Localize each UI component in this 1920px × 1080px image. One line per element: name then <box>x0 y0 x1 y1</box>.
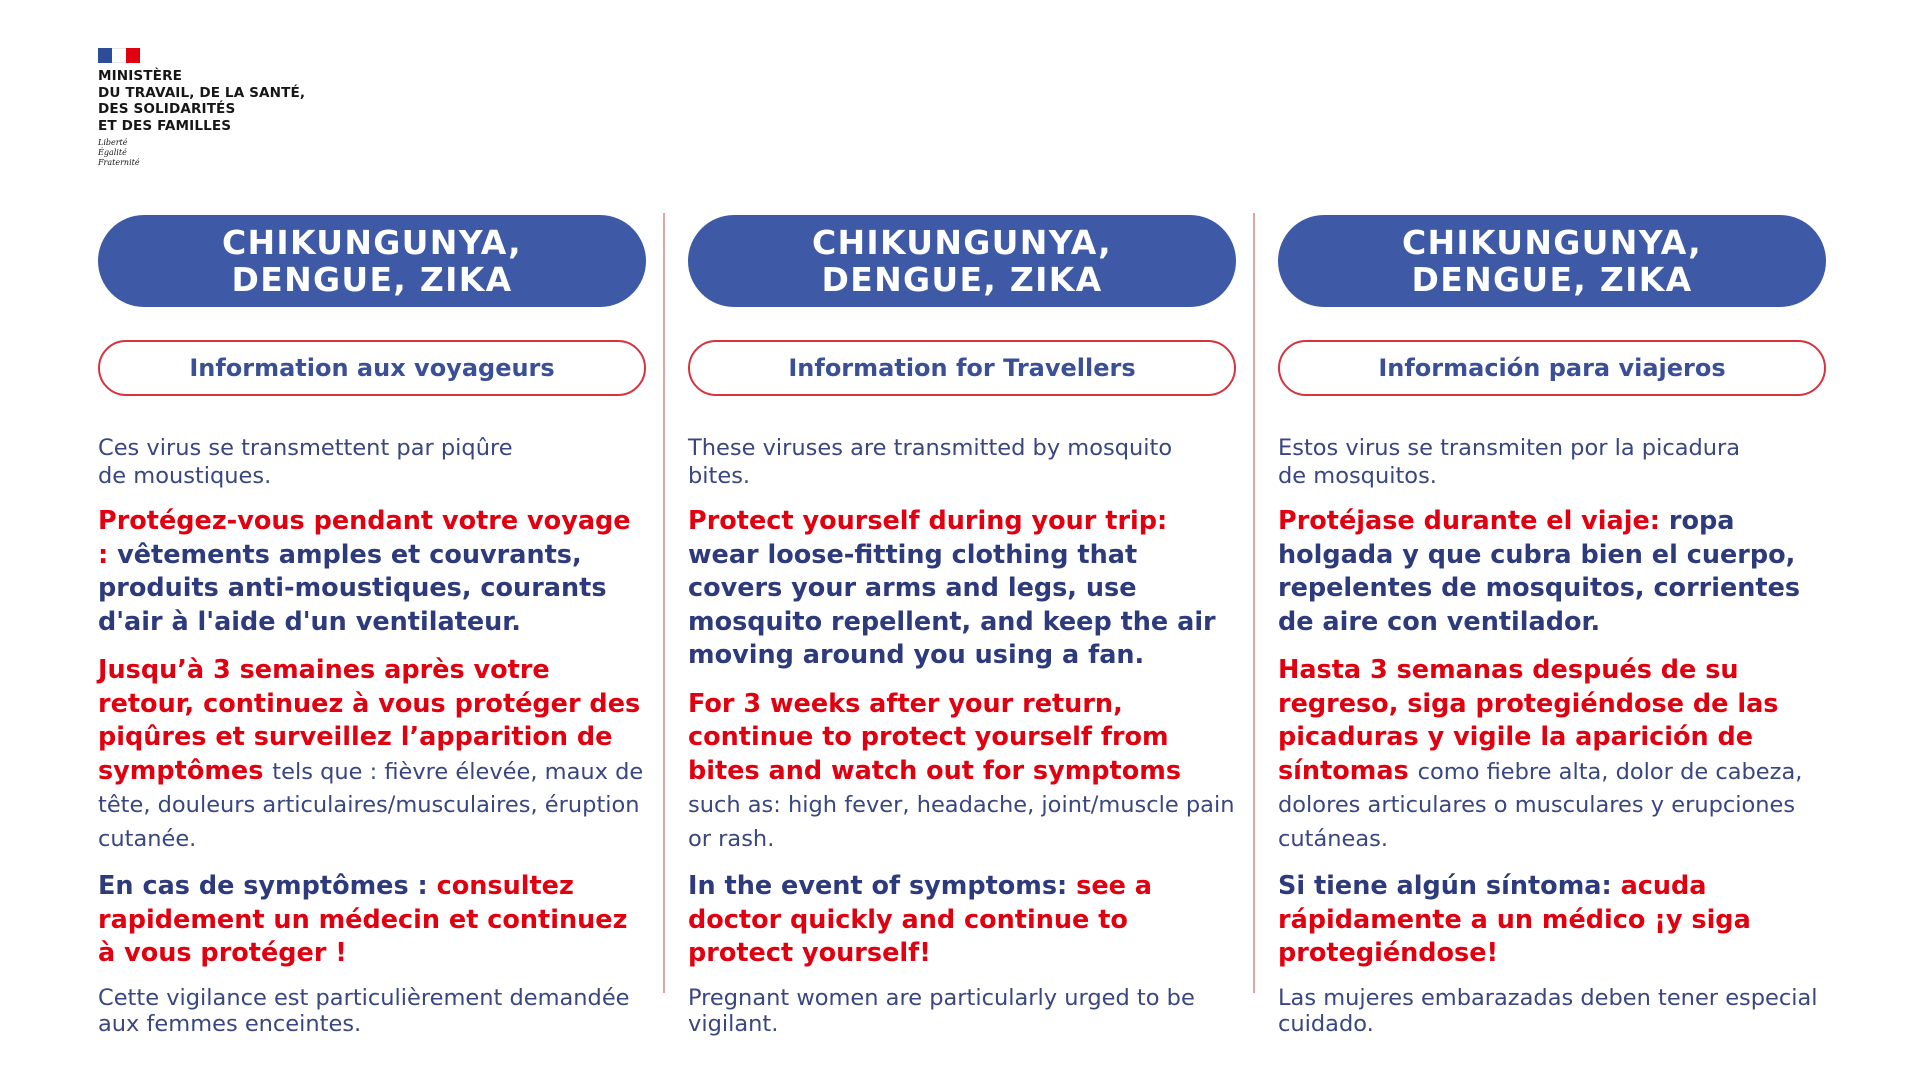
column-french <box>98 215 646 1037</box>
republic-motto <box>98 138 358 168</box>
ministry-line: DES SOLIDARITÉS <box>98 101 236 117</box>
motto-line: Égalité <box>98 148 127 157</box>
symptoms-list: tels que : fièvre élevée, maux de tête, douleurs articulaires/musculaires, éruption cutanée. <box>98 758 644 852</box>
note-line: cuidado. <box>1278 1010 1374 1037</box>
disease-title-banner <box>688 215 1236 307</box>
intro-line: These viruses are transmitted by mosquito <box>688 435 1173 461</box>
intro-line: Ces virus se transmettent par piqûre <box>98 435 513 461</box>
intro-line: de mosquitos. <box>1278 463 1437 489</box>
title-line: CHIKUNGUNYA, <box>1401 223 1703 262</box>
symptoms-advice: see a doctor quickly and continue to protect yourself! <box>688 871 1152 968</box>
ministry-line: DU TRAVAIL, DE LA SANTÉ, <box>98 84 306 101</box>
protect-paragraph <box>98 505 646 639</box>
intro-text <box>98 434 646 490</box>
subtitle-banner: Información para viajeros <box>1278 340 1826 396</box>
note-line: Cette vigilance est particulièrement demandée <box>98 984 630 1011</box>
subtitle-banner: Information for Travellers <box>688 340 1236 396</box>
protect-paragraph <box>688 505 1236 673</box>
motto-line: Fraternité <box>98 158 140 167</box>
symptoms-list: como fiebre alta, dolor de cabeza, dolores articulares o musculares y erupciones cutáneas. <box>1278 758 1803 852</box>
after-return-advice: Hasta 3 semanas después de su regreso, siga protegiéndose de las picaduras y vigile la aparición de síntomas <box>1278 655 1779 786</box>
intro-line: de moustiques. <box>98 463 272 489</box>
after-return-paragraph <box>98 654 646 855</box>
column-english <box>688 215 1236 1037</box>
symptoms-paragraph <box>98 870 646 971</box>
subtitle-banner: Information aux voyageurs <box>98 340 646 396</box>
ministry-line: ET DES FAMILLES <box>98 117 232 134</box>
symptoms-heading: In the event of symptoms: <box>688 871 1068 901</box>
note-line: aux femmes enceintes. <box>98 1010 362 1037</box>
symptoms-paragraph <box>688 870 1236 971</box>
protect-heading: Protéjase durante el viaje: <box>1278 506 1660 536</box>
intro-line: bites. <box>688 463 751 489</box>
intro-text <box>688 434 1236 490</box>
note-line: Las mujeres embarazadas deben tener especial <box>1278 984 1818 1011</box>
disease-title-banner <box>1278 215 1826 307</box>
symptoms-heading: Si tiene algún síntoma: <box>1278 871 1612 901</box>
pregnancy-note <box>1278 985 1826 1037</box>
symptoms-advice: consultez rapidement un médecin et continuez à vous protéger ! <box>98 871 628 968</box>
column-divider <box>663 213 665 993</box>
symptoms-list: such as: high fever, headache, joint/muscle pain or rash. <box>688 792 1235 852</box>
motto-line: Liberté <box>98 138 128 147</box>
protect-heading: Protégez-vous pendant votre voyage : <box>98 506 631 570</box>
symptoms-paragraph <box>1278 870 1826 971</box>
disease-title-banner <box>98 215 646 307</box>
intro-text <box>1278 434 1826 490</box>
french-flag-icon <box>98 48 140 63</box>
protect-heading: Protect yourself during your trip: <box>688 506 1168 536</box>
protect-paragraph <box>1278 505 1826 639</box>
title-line: DENGUE, ZIKA <box>231 260 513 299</box>
note-line: Pregnant women are particularly urged to be <box>688 984 1195 1011</box>
title-line: DENGUE, ZIKA <box>821 260 1103 299</box>
after-return-paragraph <box>1278 654 1826 855</box>
protect-advice: wear loose-fitting clothing that covers your arms and legs, use mosquito repellent, and keep the air moving around you using a fan. <box>688 539 1216 670</box>
after-return-paragraph <box>688 688 1236 856</box>
title-line: DENGUE, ZIKA <box>1411 260 1693 299</box>
protect-advice: ropa holgada y que cubra bien el cuerpo, repelentes de mosquitos, corrientes de aire con ventilador. <box>1278 506 1801 637</box>
ministry-logo <box>98 48 358 168</box>
ministry-line: MINISTÈRE <box>98 68 183 84</box>
note-line: vigilant. <box>688 1010 779 1037</box>
after-return-advice: Jusqu’à 3 semaines après votre retour, continuez à vous protéger des piqûres et surveillez l’apparition de symptômes <box>98 655 641 786</box>
after-return-advice: For 3 weeks after your return, continue to protect yourself from bites and watch out for symptoms <box>688 688 1182 786</box>
pregnancy-note <box>688 985 1236 1037</box>
column-divider <box>1253 213 1255 993</box>
protect-advice: vêtements amples et couvrants, produits anti-moustiques, courants d'air à l'aide d'un ventilateur. <box>98 539 607 637</box>
column-spanish <box>1278 215 1826 1037</box>
pregnancy-note <box>98 985 646 1037</box>
intro-line: Estos virus se transmiten por la picadura <box>1278 435 1741 461</box>
title-line: CHIKUNGUNYA, <box>221 223 523 262</box>
symptoms-advice: acuda rápidamente a un médico ¡y siga protegiéndose! <box>1278 871 1751 968</box>
title-line: CHIKUNGUNYA, <box>811 223 1113 262</box>
symptoms-heading: En cas de symptômes : <box>98 871 428 901</box>
ministry-name <box>98 68 358 134</box>
